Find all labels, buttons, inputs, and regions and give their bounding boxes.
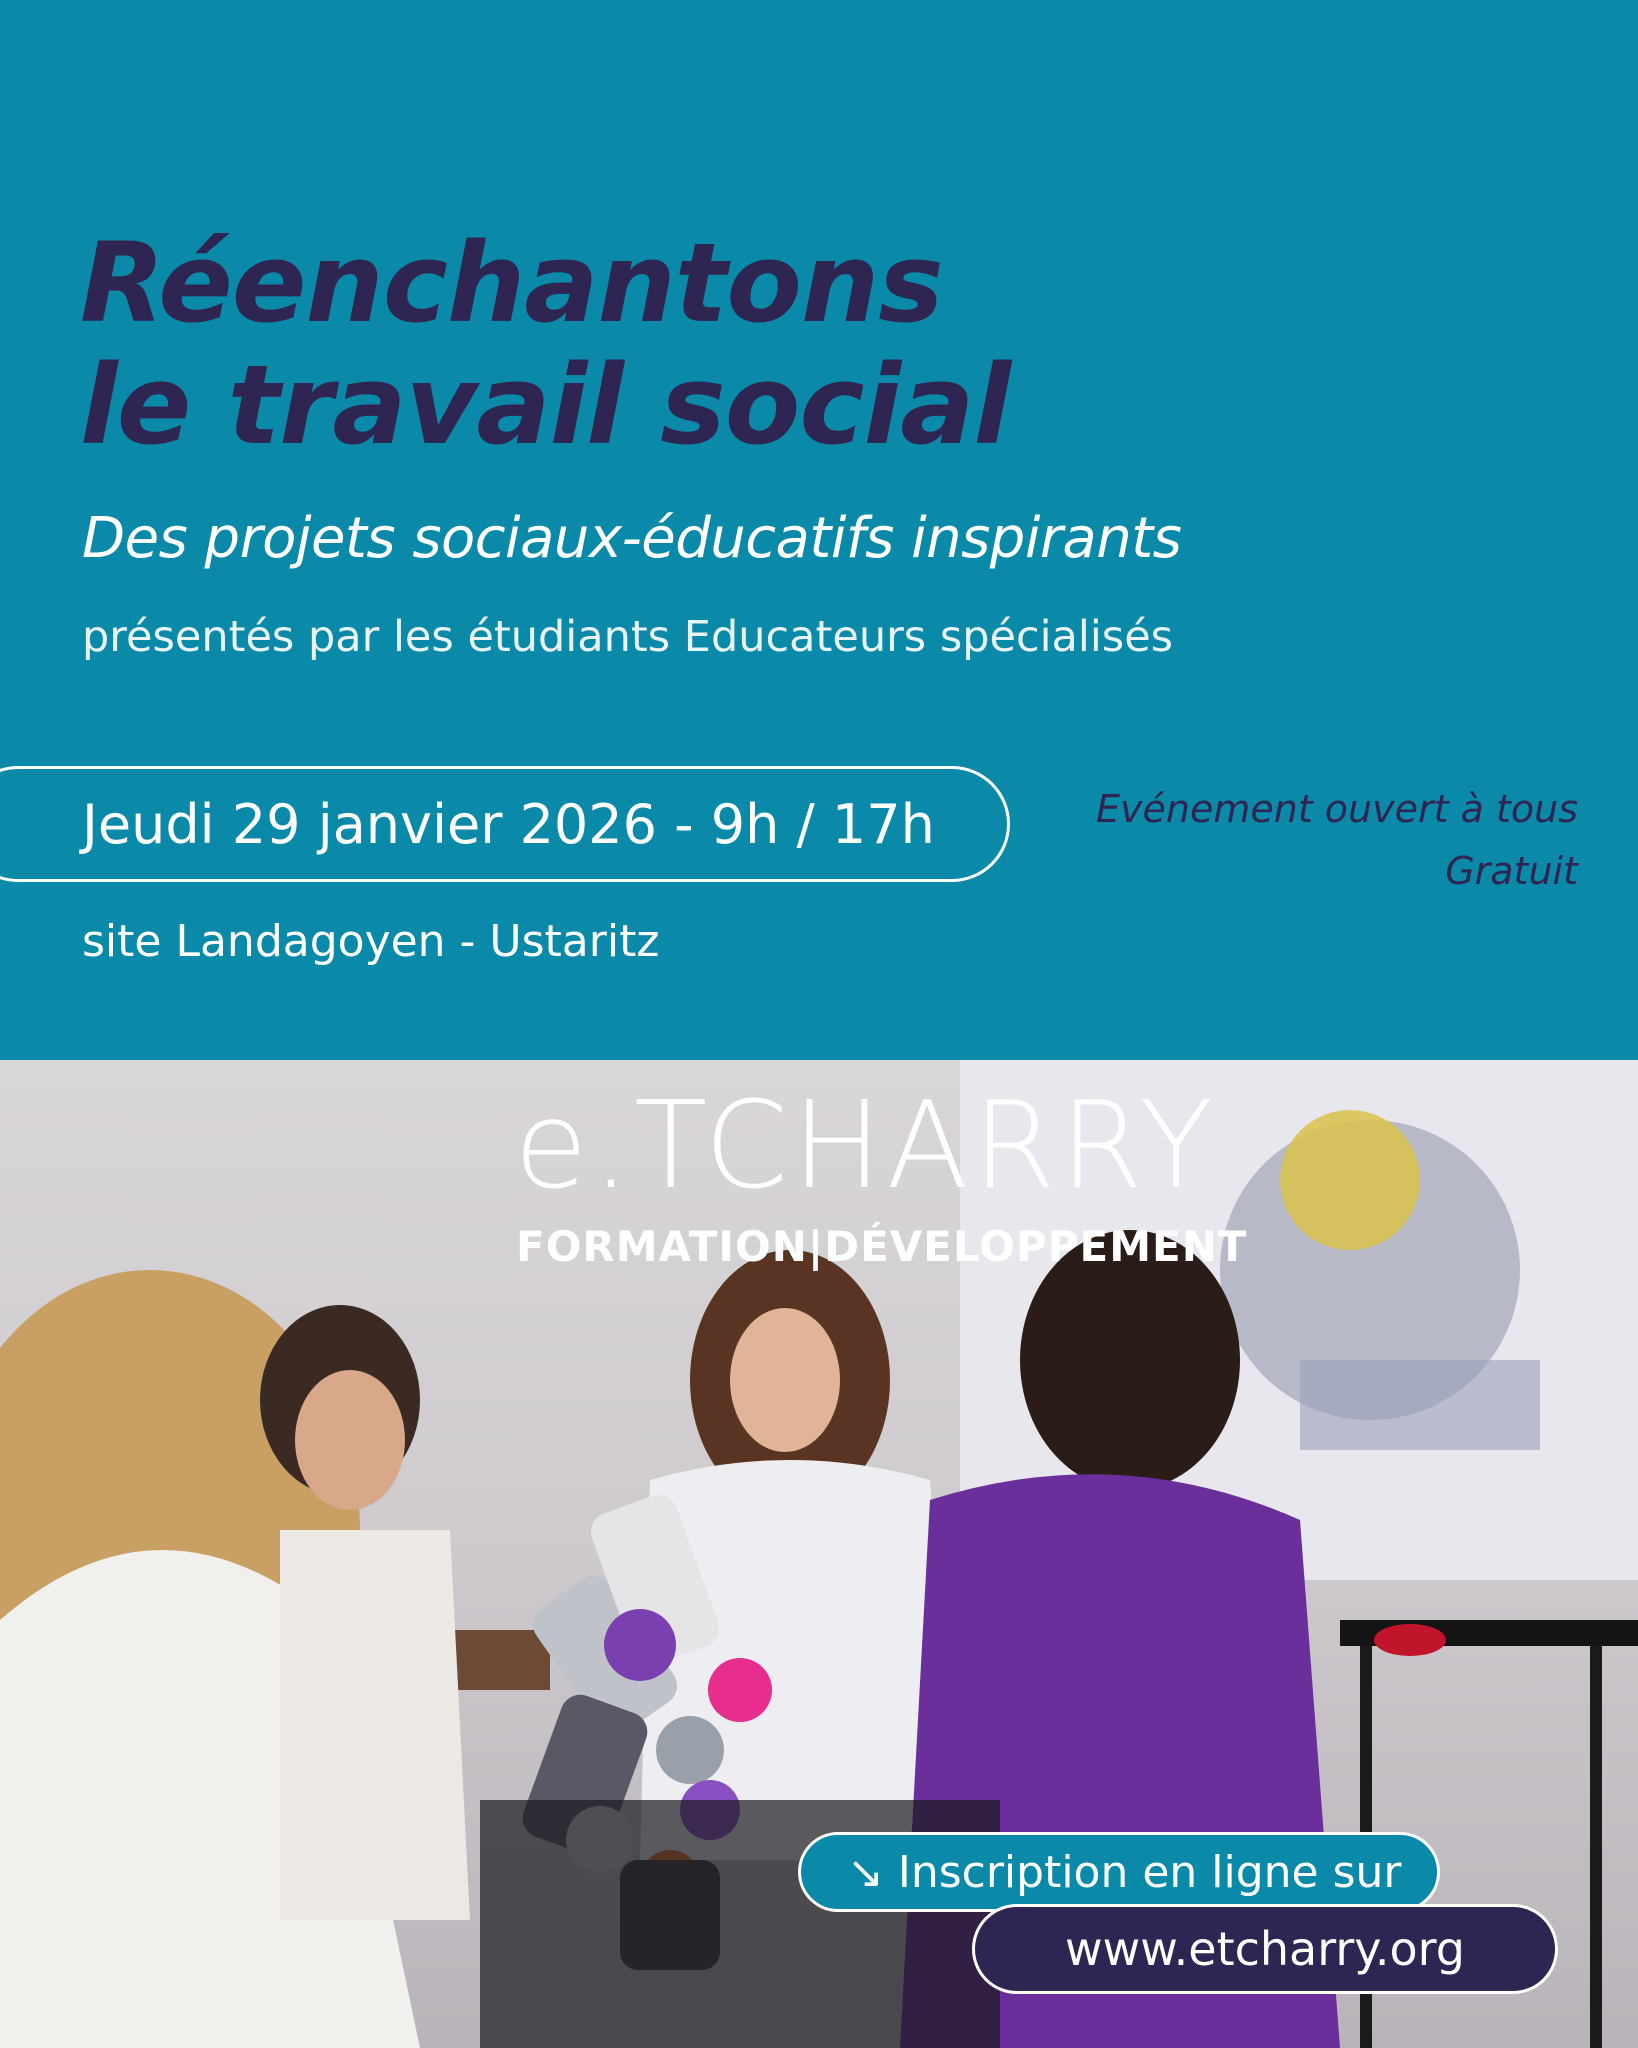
registration-label: ↘ Inscription en ligne sur	[847, 1846, 1402, 1898]
table-leg	[1590, 1646, 1602, 2048]
title-line-2: le travail social	[80, 341, 1011, 469]
event-date: Jeudi 29 janvier 2026 - 9h / 17h	[82, 793, 935, 856]
poster-subtitle: Des projets sociaux-éducatifs inspirants	[82, 506, 1182, 571]
person-glasses-shirt	[280, 1530, 470, 1920]
presenter-face	[730, 1308, 840, 1452]
projected-text-block	[1300, 1360, 1540, 1450]
title-line-1: Réenchantons	[80, 219, 943, 347]
etcharry-logo: e.TCHARRY	[514, 1077, 1217, 1216]
open-to-all-text: Evénement ouvert à tous	[1096, 787, 1578, 831]
event-access-info	[1096, 778, 1578, 902]
poster-byline: présentés par les étudiants Educateurs spécialisés	[82, 612, 1174, 662]
registration-button[interactable]	[798, 1832, 1440, 1912]
projected-fist	[1280, 1110, 1420, 1250]
website-link[interactable]	[972, 1904, 1558, 1994]
lips-object	[1374, 1624, 1446, 1656]
price-text: Gratuit	[1445, 849, 1578, 893]
poster-title	[80, 219, 1011, 469]
website-url: www.etcharry.org	[1065, 1922, 1465, 1976]
event-location: site Landagoyen - Ustaritz	[82, 916, 660, 967]
person-glasses-face	[295, 1370, 405, 1510]
etcharry-logo-tagline: FORMATION|DÉVELOPPEMENT	[516, 1222, 1248, 1271]
